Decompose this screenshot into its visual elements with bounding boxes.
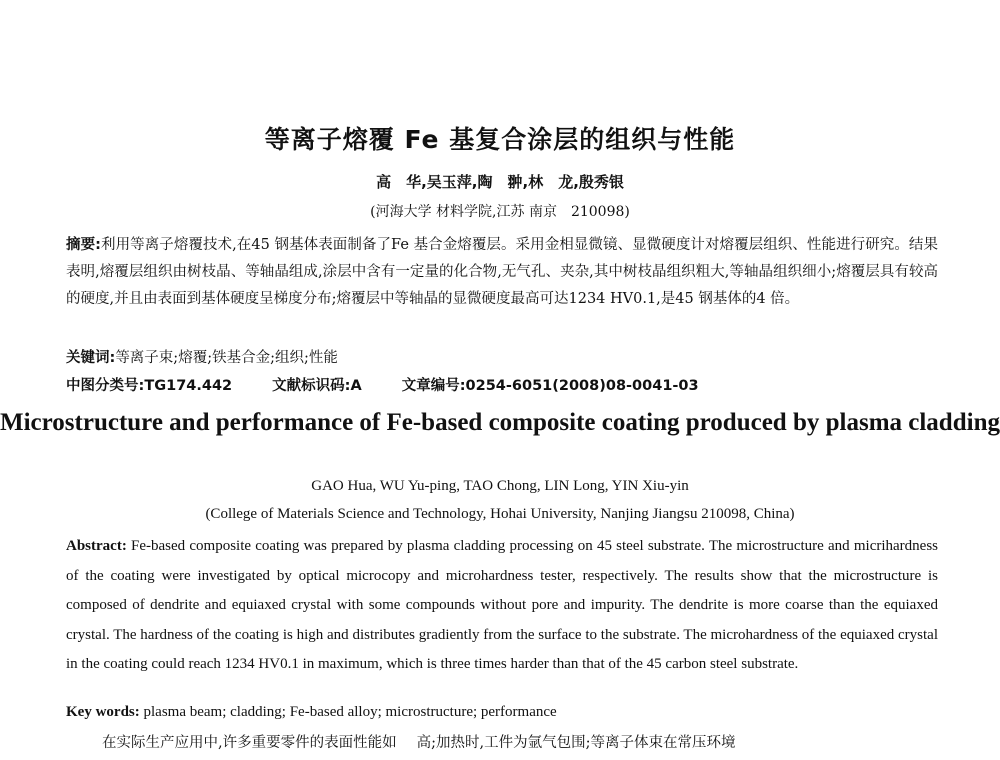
english-keywords-label: Key words: <box>66 704 140 720</box>
english-keywords <box>66 704 938 721</box>
english-keywords-text: plasma beam; cladding; Fe-based alloy; microstructure; performance <box>143 704 557 720</box>
english-abstract-label: Abstract: <box>66 538 127 554</box>
english-abstract-text: Fe-based composite coating was prepared by plasma cladding processing on 45 steel substrate. The microstructure and micrihardness of the coating were investigated by optical microcopy and microhardness tester, respectively. The results show that the microstructure is composed of dendrite and equiaxed crystal with some compounds without pore and impurity. The dendrite is more coarse than the equiaxed crystal. The hardness of the coating is high and distributes gradiently from the surface to the substrate. The microhardness of the equiaxed crystal in the coating could reach 1234 HV0.1 in maximum, which is three times harder than that of the 45 carbon steel substrate. <box>66 538 938 672</box>
article-number-label: 文章编号: <box>401 378 466 394</box>
body-right-column-start: 高;加热时,工件为氩气包围;等离子体束在常压环境 <box>416 735 736 751</box>
english-title: Microstructure and performance of Fe-based composite coating produced by plasma cladding <box>0 409 1000 436</box>
chinese-abstract-label: 摘要: <box>66 237 101 253</box>
chinese-keywords-text: 等离子束;熔覆;铁基合金;组织;性能 <box>115 350 338 366</box>
chinese-title: 等离子熔覆 Fe 基复合涂层的组织与性能 <box>264 125 736 154</box>
chinese-affiliation: (河海大学 材料学院,江苏 南京 210098) <box>370 204 630 220</box>
doc-code-label: 文献标识码: <box>272 378 351 394</box>
chinese-abstract-text: 利用等离子熔覆技术,在45 钢基体表面制备了Fe 基合金熔覆层。采用金相显微镜、显微硬度计对熔覆层组织、性能进行研究。结果表明,熔覆层组织由树枝晶、等轴晶组成,涂层中含有一定量的化合物,无气孔、夹杂,其中树枝晶组织粗大,等轴晶组织细小;熔覆层具有较高的硬度,并且由表面到基体硬度呈梯度分布;熔覆层中等轴晶的显微硬度最高可达1234 HV0.1,是45 钢基体的4 倍。 <box>66 237 938 307</box>
chinese-authors: 高 华,吴玉萍,陶 翀,林 龙,殷秀银 <box>376 173 624 191</box>
english-affiliation: (College of Materials Science and Technology, Hohai University, Nanjing Jiangsu 210098, China) <box>205 506 795 522</box>
chinese-abstract <box>66 232 938 313</box>
body-text-start <box>66 731 938 752</box>
chinese-keywords <box>66 346 938 367</box>
doc-code-value: A <box>350 378 362 394</box>
class-number-label: 中图分类号: <box>66 378 145 394</box>
english-authors: GAO Hua, WU Yu-ping, TAO Chong, LIN Long, YIN Xiu-yin <box>311 478 689 494</box>
article-number-value: 0254-6051(2008)08-0041-03 <box>465 378 699 394</box>
english-abstract <box>66 532 938 680</box>
classification-line <box>66 374 938 395</box>
chinese-keywords-label: 关键词: <box>66 350 116 366</box>
class-number-value: TG174.442 <box>144 378 233 394</box>
body-left-column-start: 在实际生产应用中,许多重要零件的表面性能如 <box>102 735 397 751</box>
